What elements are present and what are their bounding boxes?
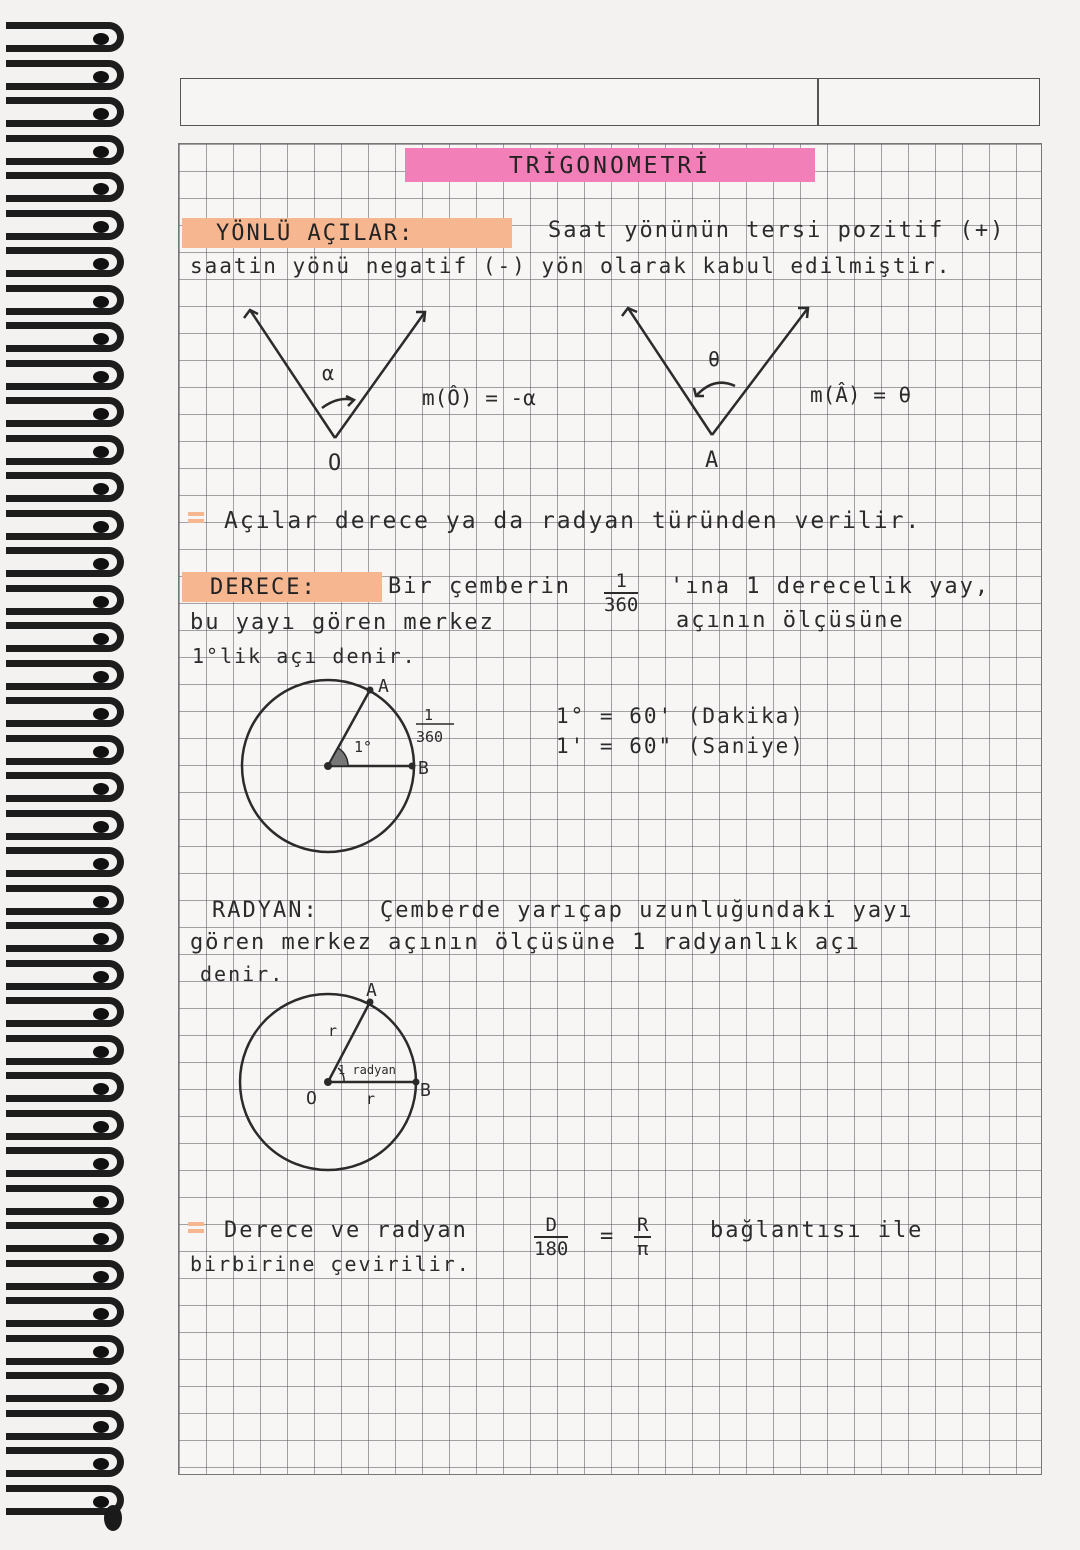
- radian-point-a: A: [366, 980, 377, 1001]
- spiral-ring: [6, 1222, 124, 1252]
- page-title: TRİGONOMETRİ: [405, 148, 815, 182]
- spiral-ring: [6, 435, 124, 465]
- derece-fraction: [604, 570, 638, 616]
- spiral-ring: [6, 660, 124, 690]
- derece-frac-den: 360: [604, 594, 639, 616]
- fig1-vertex-label: O: [328, 451, 342, 476]
- spiral-ring: [6, 322, 124, 352]
- radian-angle-label: 1 radyan: [338, 1063, 396, 1077]
- note2-text2: bağlantısı ile: [710, 1218, 924, 1243]
- spiral-ring: [6, 360, 124, 390]
- header-box: [180, 78, 1040, 126]
- derece-eq2: 1' = 60" (Saniye): [556, 734, 805, 758]
- derece-frac-num: 1: [604, 570, 638, 594]
- spiral-ring: [6, 60, 124, 90]
- note2-r-den: π: [637, 1238, 649, 1260]
- spiral-ring: [6, 735, 124, 765]
- spiral-ring: [6, 1260, 124, 1290]
- negative-angle-figure: [230, 300, 610, 480]
- spiral-ring: [6, 1147, 124, 1177]
- spiral-ring: [6, 22, 124, 52]
- spiral-ring: [6, 97, 124, 127]
- note2-d-den: 180: [534, 1238, 569, 1260]
- spiral-ring: [6, 210, 124, 240]
- spiral-ring: [6, 1185, 124, 1215]
- radian-center-o: O: [306, 1088, 317, 1109]
- yonlu-line1: Saat yönünün tersi pozitif (+): [548, 218, 1006, 243]
- radyan-heading: RADYAN:: [212, 898, 319, 923]
- spiral-ring: [6, 847, 124, 877]
- note2-bullet: [188, 1222, 204, 1236]
- spiral-ring: [6, 135, 124, 165]
- derece-text1a: Bir çemberin: [388, 574, 571, 599]
- spiral-ring: [6, 960, 124, 990]
- degree-point-b: B: [418, 758, 429, 779]
- note2-r-num: R: [634, 1214, 651, 1238]
- degree-circle-figure: [230, 670, 480, 860]
- spiral-ring: [6, 285, 124, 315]
- spiral-ring: [6, 585, 124, 615]
- spiral-ring: [6, 922, 124, 952]
- spiral-ring: [6, 1072, 124, 1102]
- derece-text1b: 'ına 1 derecelik yay,: [670, 574, 991, 599]
- spiral-ring: [6, 547, 124, 577]
- radian-point-b: B: [420, 1080, 431, 1101]
- radian-r-top: r: [328, 1022, 338, 1040]
- radian-circle-figure: [230, 980, 490, 1180]
- spiral-ring: [6, 997, 124, 1027]
- fig2-vertex-label: A: [705, 448, 719, 473]
- header-divider: [817, 79, 819, 125]
- spiral-ring: [6, 1110, 124, 1140]
- fig1-formula: m(Ô) = -α: [422, 386, 536, 410]
- radyan-text1: Çemberde yarıçap uzunluğundaki yayı: [380, 898, 914, 923]
- derece-text2: bu yayı gören merkez: [190, 610, 495, 635]
- spiral-ring: [6, 1447, 124, 1477]
- degree-arc-num: 1: [424, 706, 434, 724]
- spiral-ring: [6, 622, 124, 652]
- spiral-ring: [6, 1410, 124, 1440]
- note2-text1: Derece ve radyan: [224, 1218, 468, 1243]
- spiral-ring: [6, 397, 124, 427]
- binding-hole: [104, 1505, 122, 1531]
- derece-heading: DERECE:: [182, 572, 382, 602]
- yonlu-heading: YÖNLÜ AÇILAR:: [182, 218, 512, 248]
- note2-frac-r: [634, 1214, 651, 1260]
- spiral-binding: [0, 0, 140, 1550]
- fig2-angle-label: θ: [708, 347, 721, 371]
- spiral-ring: [6, 697, 124, 727]
- positive-angle-figure: [610, 300, 990, 480]
- radyan-text2: gören merkez açının ölçüsüne 1 radyanlık açı: [190, 930, 861, 955]
- derece-text3: 1°lik açı denir.: [192, 644, 417, 668]
- note2-d-num: D: [534, 1214, 568, 1238]
- note1-bullet: [188, 512, 204, 526]
- spiral-ring: [6, 247, 124, 277]
- radyan-text3: denir.: [200, 962, 285, 986]
- spiral-ring: [6, 1372, 124, 1402]
- spiral-ring: [6, 885, 124, 915]
- fig1-angle-label: α: [322, 361, 335, 385]
- derece-text2b: açının ölçüsüne: [676, 608, 905, 633]
- fig2-formula: m(Â) = θ: [810, 383, 912, 407]
- note2-frac-d: [534, 1214, 568, 1260]
- spiral-ring: [6, 1297, 124, 1327]
- note1-text: Açılar derece ya da radyan türünden verilir.: [224, 508, 922, 534]
- spiral-ring: [6, 1335, 124, 1365]
- spiral-ring: [6, 172, 124, 202]
- degree-arc-den: 360: [416, 728, 444, 746]
- derece-eq1: 1° = 60' (Dakika): [556, 704, 805, 728]
- spiral-ring: [6, 810, 124, 840]
- spiral-ring: [6, 1035, 124, 1065]
- degree-angle-label: 1°: [354, 738, 373, 756]
- note2-text3: birbirine çevirilir.: [190, 1252, 471, 1276]
- spiral-ring: [6, 510, 124, 540]
- note2-equals: =: [600, 1224, 616, 1249]
- spiral-ring: [6, 772, 124, 802]
- radian-r-bottom: r: [366, 1090, 376, 1108]
- yonlu-line2: saatin yönü negatif (-) yön olarak kabul edilmiştir.: [190, 254, 952, 278]
- degree-point-a: A: [378, 676, 389, 697]
- spiral-ring: [6, 472, 124, 502]
